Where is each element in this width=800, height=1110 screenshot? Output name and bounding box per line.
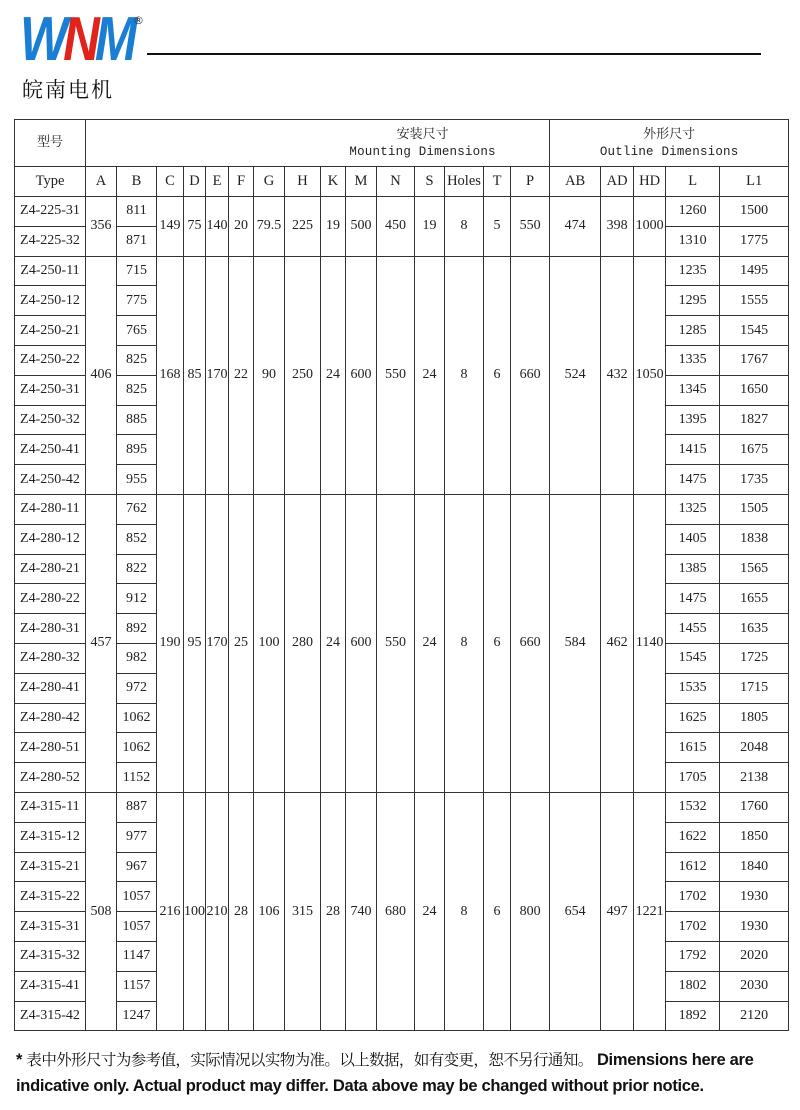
- cell-type: Z4-280-41: [15, 673, 86, 703]
- cell-l: 1395: [666, 405, 720, 435]
- cell-b: 895: [117, 435, 157, 465]
- cell-k: 19: [321, 197, 346, 257]
- cell-type: Z4-315-32: [15, 941, 86, 971]
- cell-l1: 2020: [720, 941, 789, 971]
- cell-h: 250: [285, 256, 321, 494]
- cell-k: 24: [321, 256, 346, 494]
- header-model-cn: 型号: [15, 120, 86, 167]
- cell-b: 871: [117, 226, 157, 256]
- cell-type: Z4-250-11: [15, 256, 86, 286]
- cell-type: Z4-225-32: [15, 226, 86, 256]
- cell-type: Z4-315-22: [15, 882, 86, 912]
- cell-l: 1455: [666, 614, 720, 644]
- cell-b: 1062: [117, 733, 157, 763]
- cell-type: Z4-225-31: [15, 197, 86, 227]
- cell-e: 210: [206, 792, 229, 1030]
- column-header-n: N: [377, 167, 415, 197]
- cell-l1: 1838: [720, 524, 789, 554]
- column-header-p: P: [511, 167, 550, 197]
- cell-b: 1152: [117, 763, 157, 793]
- cell-d: 75: [184, 197, 206, 257]
- cell-type: Z4-280-22: [15, 584, 86, 614]
- cell-c: 168: [157, 256, 184, 494]
- cell-l: 1325: [666, 494, 720, 524]
- cell-b: 977: [117, 822, 157, 852]
- cell-g: 90: [254, 256, 285, 494]
- cell-d: 100: [184, 792, 206, 1030]
- cell-b: 822: [117, 554, 157, 584]
- cell-l: 1385: [666, 554, 720, 584]
- cell-l1: 1715: [720, 673, 789, 703]
- header-divider: [147, 53, 761, 55]
- cell-l: 1702: [666, 912, 720, 942]
- cell-l1: 2120: [720, 1001, 789, 1031]
- footnote-en: Dimensions here are indicative only. Actual product may differ. Data above may be changed without prior notice.: [16, 1051, 754, 1095]
- cell-l1: 1725: [720, 643, 789, 673]
- logo-letter-w: W: [20, 5, 64, 74]
- cell-b: 762: [117, 494, 157, 524]
- cell-l1: 1760: [720, 792, 789, 822]
- mounting-cn: 安装尺寸: [396, 127, 449, 142]
- column-header-e: E: [206, 167, 229, 197]
- cell-holes: 8: [445, 792, 484, 1030]
- cell-f: 22: [229, 256, 254, 494]
- cell-l1: 1675: [720, 435, 789, 465]
- cell-l: 1475: [666, 584, 720, 614]
- cell-ab: 654: [550, 792, 601, 1030]
- cell-type: Z4-250-41: [15, 435, 86, 465]
- cell-l: 1260: [666, 197, 720, 227]
- cell-l1: 1850: [720, 822, 789, 852]
- cell-k: 28: [321, 792, 346, 1030]
- cell-l: 1345: [666, 375, 720, 405]
- cell-l1: 1505: [720, 494, 789, 524]
- cell-l1: 1827: [720, 405, 789, 435]
- cell-l1: 2030: [720, 971, 789, 1001]
- cell-type: Z4-280-31: [15, 614, 86, 644]
- cell-type: Z4-250-42: [15, 465, 86, 495]
- cell-a: 406: [86, 256, 117, 494]
- cell-b: 765: [117, 316, 157, 346]
- cell-l: 1892: [666, 1001, 720, 1031]
- brand-logo: [20, 5, 144, 102]
- cell-g: 79.5: [254, 197, 285, 257]
- column-header-t: T: [484, 167, 511, 197]
- cell-b: 715: [117, 256, 157, 286]
- cell-l1: 1805: [720, 703, 789, 733]
- cell-l: 1802: [666, 971, 720, 1001]
- cell-b: 852: [117, 524, 157, 554]
- column-header-ad: AD: [601, 167, 634, 197]
- cell-h: 280: [285, 494, 321, 792]
- header-row-columns: [15, 167, 789, 197]
- cell-l1: 1767: [720, 345, 789, 375]
- cell-type: Z4-315-31: [15, 912, 86, 942]
- cell-type: Z4-250-32: [15, 405, 86, 435]
- cell-l1: 1555: [720, 286, 789, 316]
- cell-ab: 524: [550, 256, 601, 494]
- cell-l: 1705: [666, 763, 720, 793]
- cell-b: 892: [117, 614, 157, 644]
- cell-l1: 1545: [720, 316, 789, 346]
- cell-d: 95: [184, 494, 206, 792]
- column-header-l: L: [666, 167, 720, 197]
- cell-l1: 1495: [720, 256, 789, 286]
- header-mounting-dimensions: [86, 120, 550, 167]
- cell-l1: 1650: [720, 375, 789, 405]
- cell-b: 887: [117, 792, 157, 822]
- cell-l: 1535: [666, 673, 720, 703]
- cell-l: 1702: [666, 882, 720, 912]
- column-header-c: C: [157, 167, 184, 197]
- cell-holes: 8: [445, 197, 484, 257]
- footnote-cn: 表中外形尺寸为参考值，实际情况以实物为准。以上数据，如有变更，恕不另行通知。: [26, 1051, 593, 1069]
- cell-b: 972: [117, 673, 157, 703]
- column-header-g: G: [254, 167, 285, 197]
- cell-k: 24: [321, 494, 346, 792]
- cell-c: 149: [157, 197, 184, 257]
- cell-l1: 2048: [720, 733, 789, 763]
- cell-type: Z4-280-52: [15, 763, 86, 793]
- column-header-a: A: [86, 167, 117, 197]
- cell-f: 25: [229, 494, 254, 792]
- cell-m: 740: [346, 792, 377, 1030]
- cell-type: Z4-315-42: [15, 1001, 86, 1031]
- cell-b: 967: [117, 852, 157, 882]
- cell-l1: 2138: [720, 763, 789, 793]
- cell-type: Z4-250-22: [15, 345, 86, 375]
- cell-g: 106: [254, 792, 285, 1030]
- cell-ad: 432: [601, 256, 634, 494]
- cell-h: 315: [285, 792, 321, 1030]
- cell-hd: 1140: [634, 494, 666, 792]
- footnote-star: *: [16, 1051, 23, 1069]
- cell-b: 1157: [117, 971, 157, 1001]
- cell-l1: 1565: [720, 554, 789, 584]
- column-header-h: H: [285, 167, 321, 197]
- cell-l: 1295: [666, 286, 720, 316]
- mounting-en: Mounting Dimensions: [349, 145, 496, 159]
- cell-type: Z4-280-42: [15, 703, 86, 733]
- cell-m: 600: [346, 494, 377, 792]
- cell-t: 6: [484, 494, 511, 792]
- cell-l: 1625: [666, 703, 720, 733]
- cell-e: 170: [206, 256, 229, 494]
- cell-l: 1545: [666, 643, 720, 673]
- cell-type: Z4-280-11: [15, 494, 86, 524]
- cell-type: Z4-280-32: [15, 643, 86, 673]
- column-header-type: Type: [15, 167, 86, 197]
- brand-name-cn: 皖南电机: [22, 78, 114, 102]
- cell-b: 825: [117, 375, 157, 405]
- table-row: [15, 494, 789, 524]
- cell-type: Z4-315-12: [15, 822, 86, 852]
- cell-ab: 474: [550, 197, 601, 257]
- cell-s: 24: [415, 494, 445, 792]
- cell-g: 100: [254, 494, 285, 792]
- column-header-ab: AB: [550, 167, 601, 197]
- logo-wordmark: [20, 5, 133, 74]
- cell-ad: 398: [601, 197, 634, 257]
- cell-d: 85: [184, 256, 206, 494]
- cell-b: 1057: [117, 912, 157, 942]
- cell-l1: 1930: [720, 882, 789, 912]
- cell-type: Z4-315-41: [15, 971, 86, 1001]
- column-header-b: B: [117, 167, 157, 197]
- cell-hd: 1000: [634, 197, 666, 257]
- cell-a: 356: [86, 197, 117, 257]
- registered-mark-icon: ®: [133, 14, 144, 27]
- cell-b: 825: [117, 345, 157, 375]
- cell-type: Z4-315-11: [15, 792, 86, 822]
- cell-a: 457: [86, 494, 117, 792]
- column-header-m: M: [346, 167, 377, 197]
- column-header-d: D: [184, 167, 206, 197]
- cell-l: 1335: [666, 345, 720, 375]
- cell-t: 6: [484, 256, 511, 494]
- cell-l: 1235: [666, 256, 720, 286]
- header-row-groups: [15, 120, 789, 167]
- column-header-hd: HD: [634, 167, 666, 197]
- cell-hd: 1221: [634, 792, 666, 1030]
- cell-l: 1285: [666, 316, 720, 346]
- cell-b: 955: [117, 465, 157, 495]
- cell-p: 550: [511, 197, 550, 257]
- cell-e: 140: [206, 197, 229, 257]
- cell-type: Z4-280-51: [15, 733, 86, 763]
- cell-n: 550: [377, 256, 415, 494]
- cell-s: 24: [415, 792, 445, 1030]
- cell-f: 28: [229, 792, 254, 1030]
- cell-l1: 1930: [720, 912, 789, 942]
- cell-l: 1622: [666, 822, 720, 852]
- cell-b: 775: [117, 286, 157, 316]
- cell-holes: 8: [445, 256, 484, 494]
- column-header-s: S: [415, 167, 445, 197]
- cell-t: 5: [484, 197, 511, 257]
- cell-p: 660: [511, 494, 550, 792]
- header-outline-dimensions: [550, 120, 789, 167]
- cell-b: 1247: [117, 1001, 157, 1031]
- cell-h: 225: [285, 197, 321, 257]
- cell-l: 1615: [666, 733, 720, 763]
- cell-p: 800: [511, 792, 550, 1030]
- cell-hd: 1050: [634, 256, 666, 494]
- cell-l1: 1840: [720, 852, 789, 882]
- footnote: [16, 1047, 786, 1099]
- cell-n: 550: [377, 494, 415, 792]
- cell-holes: 8: [445, 494, 484, 792]
- cell-l1: 1500: [720, 197, 789, 227]
- cell-m: 600: [346, 256, 377, 494]
- cell-ad: 462: [601, 494, 634, 792]
- cell-l1: 1735: [720, 465, 789, 495]
- table-row: [15, 792, 789, 822]
- cell-p: 660: [511, 256, 550, 494]
- table-row: [15, 256, 789, 286]
- cell-b: 1147: [117, 941, 157, 971]
- cell-ab: 584: [550, 494, 601, 792]
- cell-l: 1310: [666, 226, 720, 256]
- cell-type: Z4-250-21: [15, 316, 86, 346]
- cell-b: 1057: [117, 882, 157, 912]
- cell-n: 680: [377, 792, 415, 1030]
- cell-l1: 1775: [720, 226, 789, 256]
- cell-f: 20: [229, 197, 254, 257]
- cell-l: 1475: [666, 465, 720, 495]
- logo-letter-n: N: [63, 5, 95, 74]
- cell-l: 1532: [666, 792, 720, 822]
- cell-m: 500: [346, 197, 377, 257]
- column-header-l1: L1: [720, 167, 789, 197]
- cell-l1: 1635: [720, 614, 789, 644]
- outline-en: Outline Dimensions: [599, 145, 739, 159]
- cell-c: 190: [157, 494, 184, 792]
- cell-s: 24: [415, 256, 445, 494]
- dimensions-table: [14, 119, 789, 1031]
- column-header-holes: Holes: [445, 167, 484, 197]
- cell-type: Z4-280-12: [15, 524, 86, 554]
- column-header-f: F: [229, 167, 254, 197]
- cell-a: 508: [86, 792, 117, 1030]
- cell-e: 170: [206, 494, 229, 792]
- cell-n: 450: [377, 197, 415, 257]
- cell-type: Z4-315-21: [15, 852, 86, 882]
- cell-b: 885: [117, 405, 157, 435]
- cell-b: 811: [117, 197, 157, 227]
- cell-s: 19: [415, 197, 445, 257]
- cell-type: Z4-250-12: [15, 286, 86, 316]
- cell-l: 1792: [666, 941, 720, 971]
- outline-cn: 外形尺寸: [643, 127, 696, 142]
- cell-type: Z4-250-31: [15, 375, 86, 405]
- cell-b: 912: [117, 584, 157, 614]
- cell-type: Z4-280-21: [15, 554, 86, 584]
- cell-l: 1405: [666, 524, 720, 554]
- cell-c: 216: [157, 792, 184, 1030]
- cell-l: 1415: [666, 435, 720, 465]
- cell-l1: 1655: [720, 584, 789, 614]
- cell-ad: 497: [601, 792, 634, 1030]
- column-header-k: K: [321, 167, 346, 197]
- cell-b: 982: [117, 643, 157, 673]
- table-row: [15, 197, 789, 227]
- logo-letter-m: M: [94, 5, 133, 74]
- cell-t: 6: [484, 792, 511, 1030]
- cell-b: 1062: [117, 703, 157, 733]
- cell-l: 1612: [666, 852, 720, 882]
